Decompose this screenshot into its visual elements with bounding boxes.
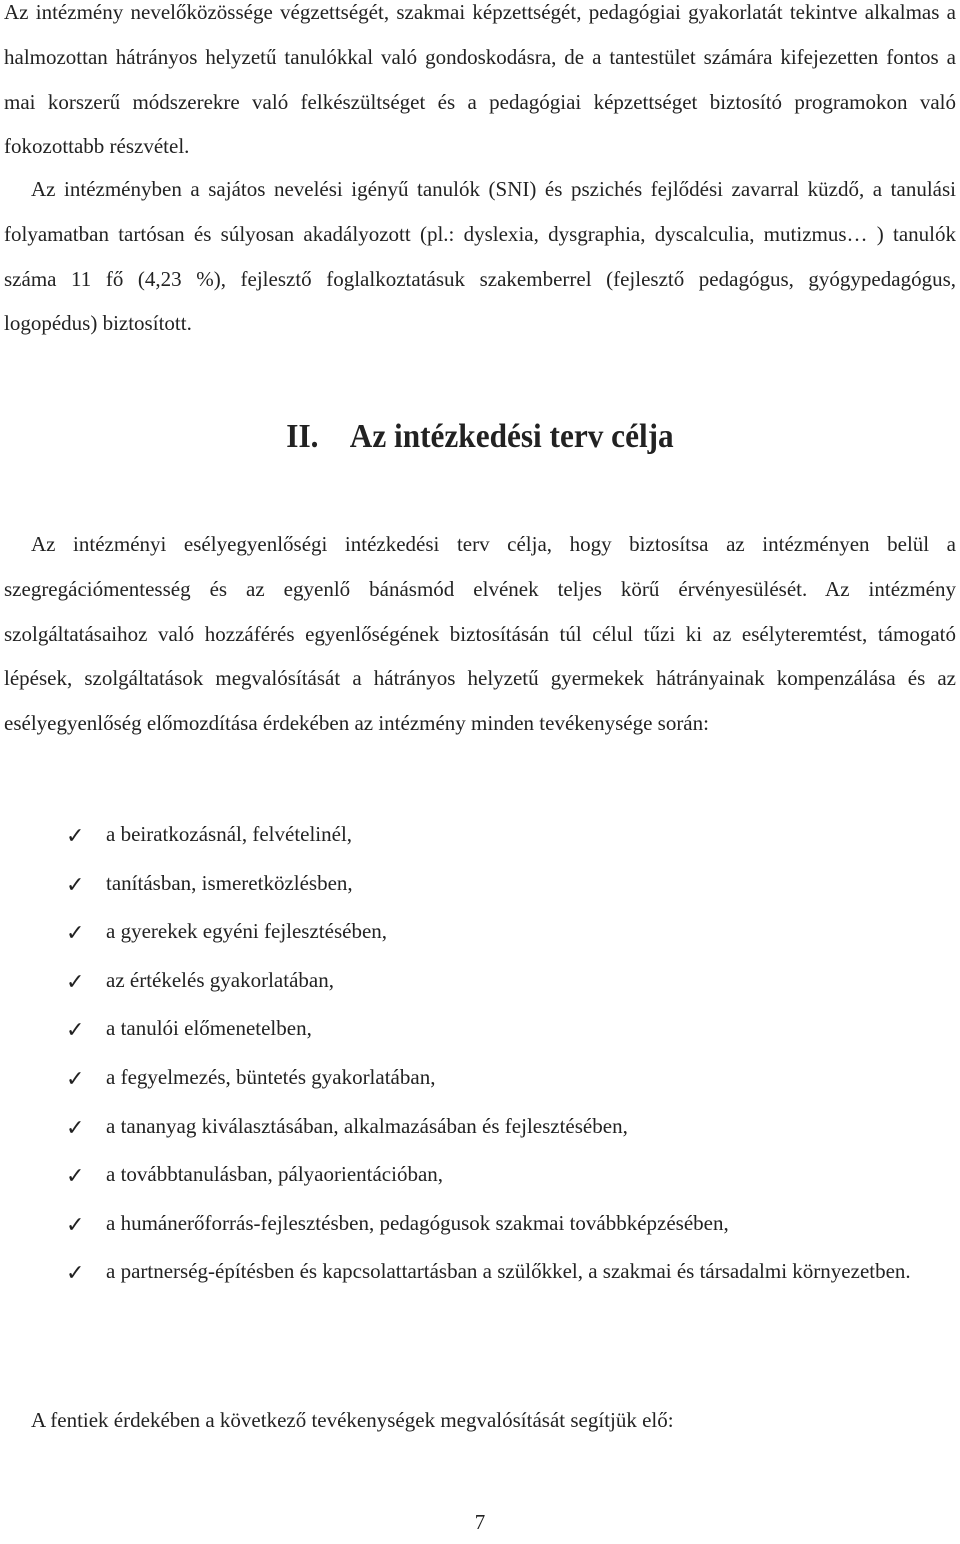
activity-checklist — [0, 812, 960, 1298]
list-item — [0, 958, 960, 1003]
list-item — [0, 1152, 960, 1197]
checkmark-icon: ✓ — [66, 1066, 85, 1092]
checkmark-icon: ✓ — [66, 1018, 85, 1044]
section-title: Az intézkedési terv célja — [349, 418, 674, 455]
checkmark-icon: ✓ — [66, 1212, 85, 1238]
checkmark-icon: ✓ — [66, 824, 85, 849]
list-item-text: az értékelés gyakorlatában, — [106, 967, 334, 992]
list-item-text: tanításban, ismeretközlésben, — [106, 870, 353, 895]
list-item — [0, 1006, 960, 1051]
list-item-text: a fegyelmezés, büntetés gyakorlatában, — [106, 1064, 436, 1089]
section-number: II. — [286, 418, 319, 455]
list-item — [0, 1055, 960, 1100]
closing-paragraph: A fentiek érdekében a következő tevékenységek megvalósítását segítjük elő: — [31, 1408, 674, 1432]
list-item-text: a tananyag kiválasztásában, alkalmazásában és fejlesztésében, — [106, 1113, 628, 1138]
sni-paragraph: Az intézményben a sajátos nevelési igényű tanulók (SNI) és pszichés fejlődési zavarral küzdő, a tanulási folyamatban tartósan és súlyosan akadályozott (pl.: dyslexia, dysgraphia, dyscalculia, mutizmus… ) tanulók száma 11 fő (4,23 %), fejlesztő foglalkoztatásuk szakemberrel (fejlesztő pedagógus, gyógypedagógus, logopédus) biztosított. — [4, 177, 956, 336]
checkmark-icon: ✓ — [66, 921, 85, 947]
page-number: 7 — [474, 1510, 486, 1534]
checkmark-icon: ✓ — [66, 872, 85, 898]
list-item — [0, 1104, 960, 1149]
list-item-text: a tanulói előmenetelben, — [106, 1016, 312, 1041]
list-item-text: a gyerekek egyéni fejlesztésében, — [106, 919, 388, 944]
list-item-text: a továbbtanulásban, pályaorientációban, — [106, 1162, 444, 1187]
checkmark-icon: ✓ — [66, 969, 85, 995]
list-item — [0, 909, 960, 954]
list-item-text: a humánerőforrás-fejlesztésben, pedagógusok szakmai továbbképzésében, — [106, 1210, 729, 1235]
checkmark-icon: ✓ — [66, 1261, 85, 1287]
intro-paragraph: Az intézmény nevelőközössége végzettségét, szakmai képzettségét, pedagógiai gyakorlatát tekintve alkalmas a halmozottan hátrányos helyzetű tanulókkal való gondoskodásra, de a tantestület számára kifejezetten fontos a mai korszerű módszerekre való felkészültséget és a pedagógiai képzettséget biztosító programokon való fokozottabb részvétel. — [4, 0, 956, 159]
list-item-text: a beiratkozásnál, felvételinél, — [106, 822, 353, 846]
section-heading — [38, 413, 921, 461]
checkmark-icon: ✓ — [66, 1115, 85, 1141]
list-item — [0, 861, 960, 906]
goal-paragraph: Az intézményi esélyegyenlőségi intézkedési terv célja, hogy biztosítsa az intézményen belül a szegregációmentesség és az egyenlő bánásmód elvének teljes körű érvényesülését. Az intézmény szolgáltatásaihoz való hozzáférés egyenlőségének biztosításán túl célul tűzi ki az esélyteremtést, támogató lépések, szolgáltatások megvalósítását a hátrányos helyzetű gyermekek hátrányainak kompenzálása és az esélyegyenlőség előmozdítása érdekében az intézmény minden tevékenysége során: — [4, 532, 956, 736]
list-item-text: a partnerség-építésben és kapcsolattartásban a szülőkkel, a szakmai és társadalmi környezetben. — [106, 1259, 911, 1284]
checkmark-icon: ✓ — [66, 1164, 85, 1190]
list-item — [0, 812, 960, 857]
list-item — [0, 1201, 960, 1246]
list-item — [0, 1249, 960, 1294]
